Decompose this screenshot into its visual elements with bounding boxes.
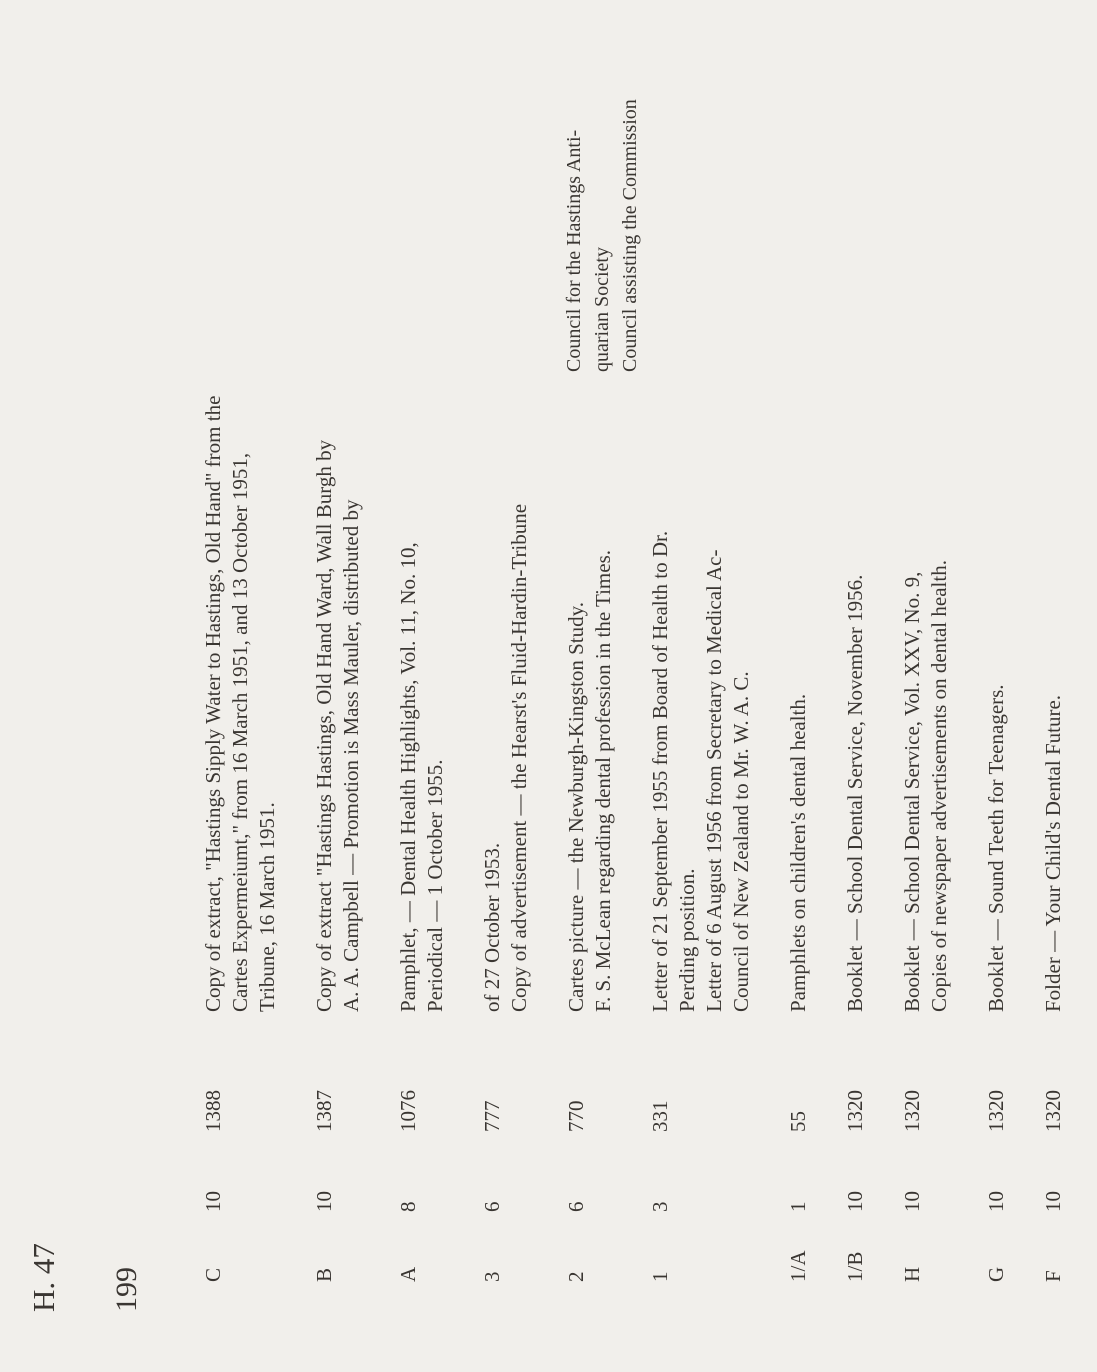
exhibit-description (311, 292, 395, 1012)
file-mark: H. 47 (26, 1243, 61, 1312)
exhibit-volume: 8 (396, 1201, 420, 1212)
column-heading (560, 12, 644, 372)
exhibit-description (563, 292, 647, 1012)
exhibit-row (983, 292, 1040, 1282)
exhibit-code: G (984, 1266, 1008, 1282)
exhibit-volume: 10 (1041, 1191, 1065, 1212)
exhibit-volume: 6 (480, 1201, 504, 1212)
description-line: Letter of 21 September 1955 from Board of Health to Dr. (648, 530, 672, 1012)
description-line: Periodical — 1 October 1955. (423, 759, 447, 1012)
exhibit-description (842, 292, 899, 1012)
description-line: Pamphlet, — Dental Health Highlights, Vol. 11, No. 10, (396, 542, 420, 1012)
exhibit-volume: 10 (900, 1191, 924, 1212)
description-line: of 27 October 1953. (480, 842, 504, 1012)
description-line: Council of New Zealand to Mr. W. A. C. (729, 671, 753, 1012)
exhibit-row (311, 292, 395, 1282)
description-line: Copy of extract, "Hastings Sipply Water to Hastings, Old Hand" from the (201, 395, 225, 1012)
description-line: Cartes picture — the Newburgh-Kingston Study. (564, 601, 588, 1012)
description-line: Perding position. (675, 868, 699, 1012)
exhibit-page: 777 (480, 1100, 504, 1132)
description-line: Booklet — Sound Teeth for Teenagers. (984, 684, 1008, 1012)
exhibit-page: 55 (786, 1111, 810, 1132)
exhibit-row (1040, 292, 1097, 1282)
exhibit-row (563, 292, 647, 1282)
exhibit-code: 1 (648, 1271, 672, 1282)
column-heading-column-line3: Council assisting the Commission (619, 99, 641, 372)
exhibit-page: 1320 (1041, 1090, 1065, 1132)
column-heading-column-line2: quarian Society (591, 247, 613, 372)
exhibit-code: 1/A (786, 1250, 810, 1282)
exhibit-description (647, 292, 785, 1012)
exhibit-volume: 1 (786, 1201, 810, 1212)
exhibit-description (785, 292, 842, 1012)
description-line: A. A. Campbell — Promotion is Mass Mauler, distributed by (339, 499, 363, 1012)
exhibit-page: 1076 (396, 1090, 420, 1132)
exhibit-row (785, 292, 842, 1282)
description-line: Copy of extract "Hastings Hastings, Old Hand Ward, Wall Burgh by (312, 439, 336, 1012)
exhibit-row (842, 292, 899, 1282)
exhibit-code: F (1041, 1270, 1065, 1282)
description-line: Copy of advertisement — the Hearst's Fluid-Hardin-Tribune (507, 503, 531, 1012)
page-number: 199 (110, 1267, 143, 1312)
exhibit-code: 2 (564, 1271, 588, 1282)
exhibit-page: 1387 (312, 1090, 336, 1132)
exhibit-code: C (201, 1267, 225, 1282)
column-heading-column-line1: Council for the Hastings Anti- (563, 129, 585, 372)
description-line: Folder — Your Child's Dental Future. (1041, 694, 1065, 1012)
exhibit-description (899, 292, 983, 1012)
description-line: Letter of 6 August 1956 from Secretary to Medical Ac- (702, 549, 726, 1012)
description-line: Booklet — School Dental Service, November 1956. (843, 574, 867, 1012)
exhibit-code: B (312, 1267, 336, 1282)
exhibit-page: 1320 (900, 1090, 924, 1132)
exhibit-row (479, 292, 563, 1282)
exhibit-row (200, 292, 311, 1282)
exhibit-rows (200, 292, 1097, 1282)
exhibit-description (200, 292, 311, 1012)
exhibit-volume: 10 (984, 1191, 1008, 1212)
exhibit-volume: 6 (564, 1201, 588, 1212)
description-line: Pamphlets on children's dental health. (786, 693, 810, 1012)
exhibit-volume: 10 (312, 1191, 336, 1212)
exhibit-code: H (900, 1266, 924, 1282)
description-line: Cartes Expermeiumt," from 16 March 1951, and 13 October 1951, (228, 452, 252, 1012)
exhibit-code: A (396, 1266, 420, 1282)
exhibit-description (1040, 292, 1097, 1012)
exhibit-code: 3 (480, 1271, 504, 1282)
exhibit-volume: 3 (648, 1201, 672, 1212)
exhibit-volume: 10 (843, 1191, 867, 1212)
description-line: F. S. McLean regarding dental profession in the Times. (591, 549, 615, 1012)
exhibit-description (479, 292, 563, 1012)
exhibit-description (395, 292, 479, 1012)
exhibit-page: 770 (564, 1100, 588, 1132)
exhibit-volume: 10 (201, 1191, 225, 1212)
exhibit-page: 331 (648, 1100, 672, 1132)
exhibit-page: 1320 (843, 1090, 867, 1132)
description-line: Copies of newspaper advertisements on dental health. (927, 560, 951, 1012)
exhibit-table (200, 292, 1097, 1282)
exhibit-code: 1/B (843, 1251, 867, 1282)
description-line: Booklet — School Dental Service, Vol. XXV, No. 9, (900, 571, 924, 1012)
description-line: Tribune, 16 March 1951. (255, 802, 279, 1012)
exhibit-description (983, 292, 1040, 1012)
exhibit-page: 1388 (201, 1090, 225, 1132)
exhibit-row (647, 292, 785, 1282)
exhibit-page: 1320 (984, 1090, 1008, 1132)
exhibit-row (899, 292, 983, 1282)
exhibit-row (395, 292, 479, 1282)
